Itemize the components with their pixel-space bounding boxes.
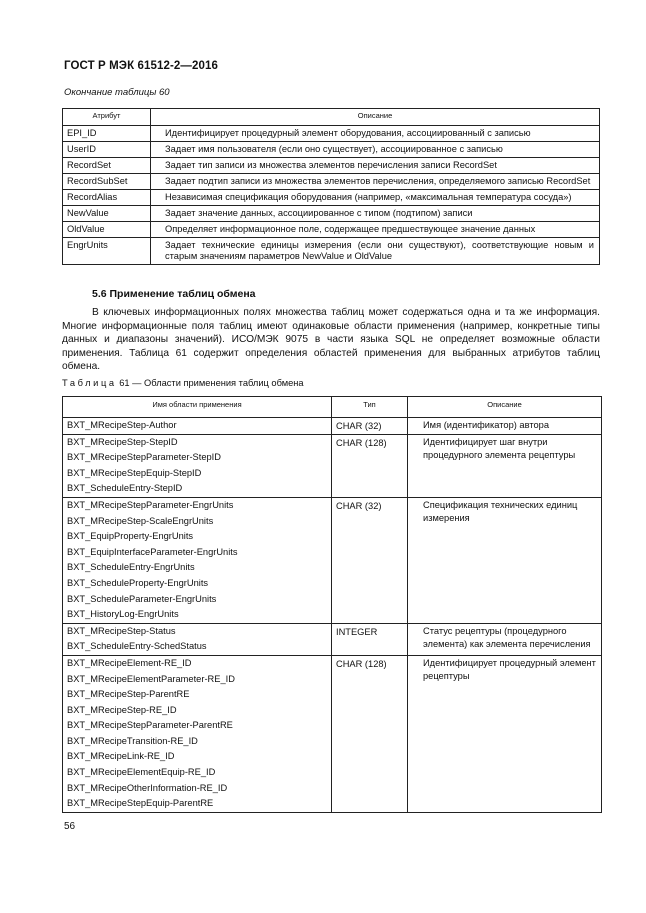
domain-name: BXT_EquipProperty-EngrUnits (67, 531, 194, 542)
table-60-continuation-caption: Окончание таблицы 60 (64, 87, 170, 98)
table-row (63, 206, 600, 222)
description-cell: Задает значение данных, ассоциированное с типом (подтипом) записи (151, 206, 600, 222)
type-cell: INTEGER (332, 623, 408, 655)
table-61-caption (62, 378, 304, 388)
domain-name: BXT_ScheduleEntry-EngrUnits (67, 562, 195, 573)
domain-name: BXT_MRecipeElement-RE_ID (67, 657, 192, 668)
table-row (63, 158, 600, 174)
attribute-cell: RecordSet (63, 158, 151, 174)
domain-name: BXT_MRecipeStep-RE_ID (67, 704, 177, 715)
domain-name: BXT_MRecipeStep-Author (67, 420, 177, 430)
domain-names-cell (63, 497, 332, 623)
description-cell (408, 655, 602, 812)
domain-name: BXT_EquipInterfaceParameter-EngrUnits (67, 546, 238, 557)
page-number: 56 (64, 821, 76, 832)
domain-name: BXT_ScheduleEntry-StepID (67, 483, 183, 494)
domain-name: BXT_MRecipeStepParameter-StepID (67, 452, 221, 463)
domain-name: BXT_MRecipeTransition-RE_ID (67, 735, 198, 746)
column-header-description: Описание (151, 109, 600, 126)
description-cell (408, 623, 602, 655)
description-cell: Определяет информационное поле, содержащее предшествующее значение данных (151, 222, 600, 238)
attribute-cell: EngrUnits (63, 238, 151, 265)
table-caption-label: Таблица (62, 378, 117, 388)
section-paragraph: В ключевых информационных полях множества таблиц может содержаться одна и та же информация. Многие информационные поля таблиц имеют одинаковые области применения (например, конкретные типы данных и диапазоны значений). ИСО/МЭК 9075 в части языка SQL не определяет возможные области применения. Таблица 61 содержит определения областей применения для выбранных атрибутов таблиц обмена. (62, 307, 600, 373)
attribute-cell: RecordAlias (63, 190, 151, 206)
domain-name: BXT_ScheduleEntry-SchedStatus (67, 641, 207, 652)
description-text: Имя (идентификатор) автора (423, 420, 549, 430)
domain-name: BXT_MRecipeStep-ScaleEngrUnits (67, 515, 214, 526)
domain-name: BXT_MRecipeStep-Status (67, 625, 176, 636)
attribute-cell: RecordSubSet (63, 174, 151, 190)
type-cell: CHAR (32) (332, 418, 408, 435)
table-61 (62, 396, 602, 813)
domain-name: BXT_MRecipeOtherInformation-RE_ID (67, 782, 228, 793)
domain-name: BXT_ScheduleParameter-EngrUnits (67, 593, 217, 604)
domain-name: BXT_MRecipeStepParameter-EngrUnits (67, 499, 234, 510)
table-row (63, 434, 602, 497)
type-cell: CHAR (128) (332, 434, 408, 497)
attribute-cell: OldValue (63, 222, 151, 238)
domain-name: BXT_MRecipeStepParameter-ParentRE (67, 720, 233, 731)
description-cell: Задает имя пользователя (если оно существует), ассоциированное с записью (151, 142, 600, 158)
attribute-cell: NewValue (63, 206, 151, 222)
section-heading: 5.6 Применение таблиц обмена (92, 288, 256, 300)
description-cell (408, 418, 602, 435)
domain-name: BXT_HistoryLog-EngrUnits (67, 609, 179, 620)
description-text: Идентифицирует процедурный элемент рецептуры (423, 657, 596, 681)
column-header-type: Тип (332, 397, 408, 418)
description-cell (408, 497, 602, 623)
type-cell: CHAR (32) (332, 497, 408, 623)
table-row (63, 190, 600, 206)
description-cell (408, 434, 602, 497)
table-row (63, 142, 600, 158)
description-cell: Задает тип записи из множества элементов перечисления записи RecordSet (151, 158, 600, 174)
description-text: Статус рецептуры (процедурного элемента) как элемента перечисления (423, 625, 591, 649)
column-header-description: Описание (408, 397, 602, 418)
domain-names-cell (63, 655, 332, 812)
domain-names-cell (63, 434, 332, 497)
type-cell: CHAR (128) (332, 655, 408, 812)
attribute-cell: EPI_ID (63, 126, 151, 142)
table-60 (62, 108, 600, 265)
domain-name: BXT_MRecipeStep-StepID (67, 436, 178, 447)
domain-name: BXT_MRecipeStepEquip-ParentRE (67, 798, 214, 809)
description-text: Идентифицирует шаг внутри процедурного элемента рецептуры (423, 436, 576, 460)
document-header: ГОСТ Р МЭК 61512-2—2016 (64, 60, 218, 72)
attribute-cell: UserID (63, 142, 151, 158)
column-header-domain-name: Имя области применения (63, 397, 332, 418)
table-caption-title: 61 — Области применения таблиц обмена (119, 378, 304, 388)
description-text: Спецификация технических единиц измерения (423, 499, 578, 523)
table-row (63, 238, 600, 265)
domain-name: BXT_MRecipeStep-ParentRE (67, 689, 190, 700)
description-cell: Задает технические единицы измерения (если они существуют), соответствующие новым и старым значениям параметров NewValue и OldValue (151, 238, 600, 265)
table-row (63, 126, 600, 142)
domain-name: BXT_ScheduleProperty-EngrUnits (67, 577, 209, 588)
domain-name: BXT_MRecipeLink-RE_ID (67, 751, 175, 762)
domain-name: BXT_MRecipeStepEquip-StepID (67, 467, 202, 478)
table-row (63, 222, 600, 238)
description-cell: Независимая спецификация оборудования (например, «максимальная температура сосуда») (151, 190, 600, 206)
description-cell: Идентифицирует процедурный элемент оборудования, ассоциированный с записью (151, 126, 600, 142)
table-row (63, 418, 602, 435)
domain-names-cell (63, 418, 332, 435)
table-row (63, 174, 600, 190)
column-header-attribute: Атрибут (63, 109, 151, 126)
domain-names-cell (63, 623, 332, 655)
table-header-row (63, 109, 600, 126)
table-row (63, 655, 602, 812)
table-row (63, 497, 602, 623)
description-cell: Задает подтип записи из множества элементов перечисления, определяемого записью RecordSet (151, 174, 600, 190)
table-row (63, 623, 602, 655)
domain-name: BXT_MRecipeElementEquip-RE_ID (67, 767, 216, 778)
domain-name: BXT_MRecipeElementParameter-RE_ID (67, 673, 235, 684)
table-header-row (63, 397, 602, 418)
